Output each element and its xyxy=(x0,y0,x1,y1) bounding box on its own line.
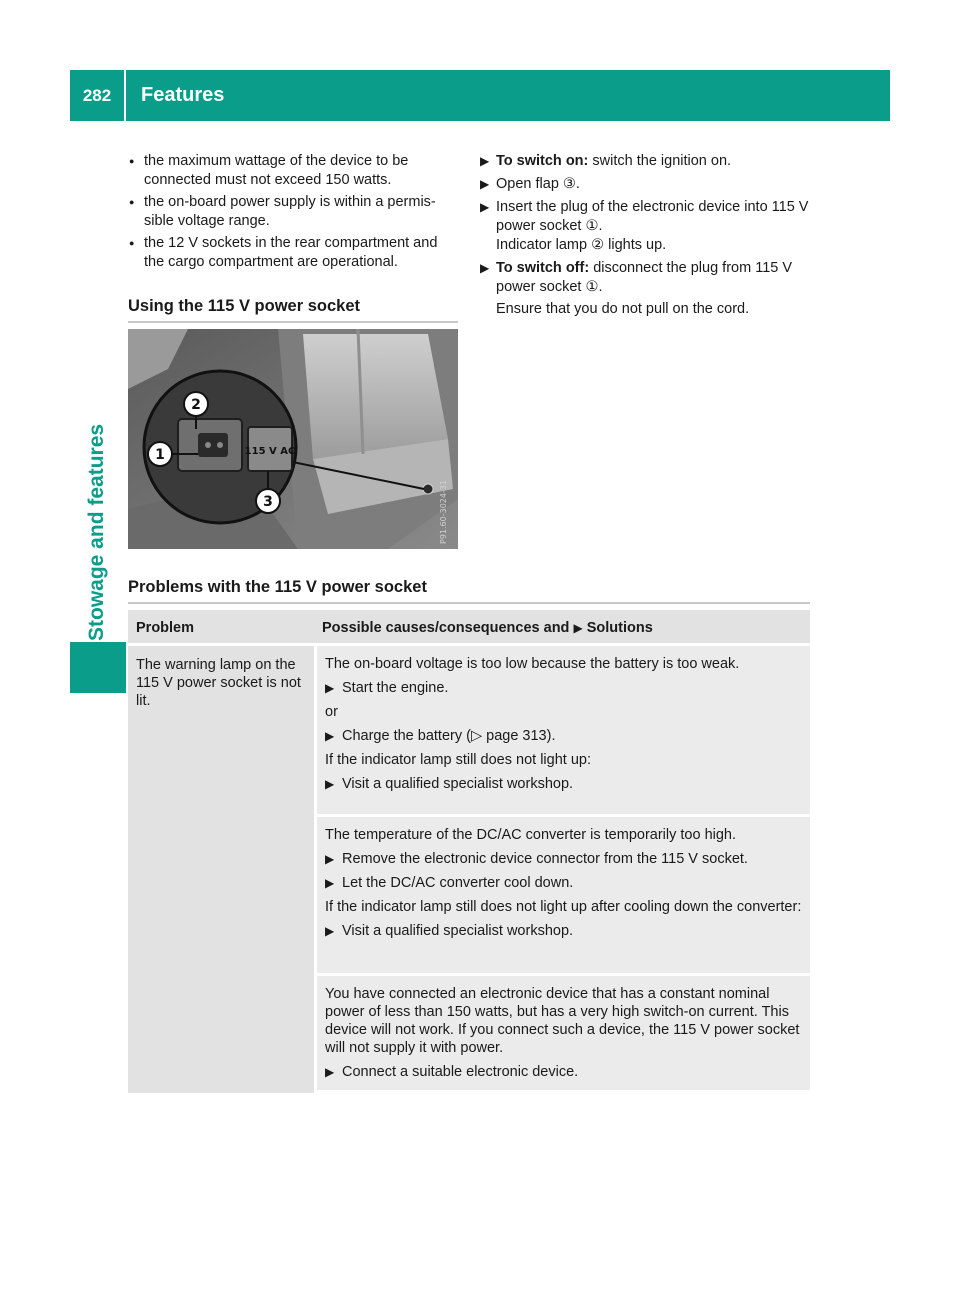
arrow-right-icon: ▶ xyxy=(325,681,335,695)
solution-step: ▶ Remove the electronic device connector from the 115 V socket. xyxy=(325,851,748,867)
step-text: Insert the plug of the electronic device into 115 V power socket ①. xyxy=(496,199,809,234)
step-bold: To switch off: xyxy=(496,260,590,276)
arrow-right-icon: ▶ xyxy=(325,924,335,938)
side-tab-label: Stowage and features xyxy=(85,423,108,641)
cause-text: The on-board voltage is too low because the battery is too weak. xyxy=(325,656,740,672)
problem-cell: The warning lamp on the 115 V power socket is not lit. xyxy=(128,646,314,1093)
list-item: ● the on-board power supply is within a permis-sible voltage range. xyxy=(128,193,460,231)
step-sub: Ensure that you do not pull on the cord. xyxy=(496,301,750,317)
arrow-right-icon: ▶ xyxy=(325,1065,335,1079)
step-text: switch the ignition on. xyxy=(592,153,732,169)
solution-step: ▶ Connect a suitable electronic device. xyxy=(325,1064,579,1080)
note-text: If the indicator lamp still does not light up: xyxy=(325,752,591,768)
solution-block xyxy=(317,646,810,814)
arrow-right-icon: ▶ xyxy=(325,729,335,743)
note-text: If the indicator lamp still does not light up after cooling down the converter: xyxy=(325,899,802,915)
arrow-right-icon: ▶ xyxy=(325,876,335,890)
table-row xyxy=(128,646,810,1093)
solution-step: ▶ Start the engine. xyxy=(325,680,449,696)
step-sub: Indicator lamp ② lights up. xyxy=(496,237,667,253)
solution-block xyxy=(317,976,810,1090)
col-header-problem: Problem xyxy=(136,620,195,636)
arrow-right-icon: ▶ xyxy=(480,261,490,275)
arrow-right-icon: ▶ xyxy=(573,621,583,635)
step-switch-on xyxy=(480,152,810,171)
callout-1: 1 xyxy=(155,447,165,463)
arrow-right-icon: ▶ xyxy=(325,852,335,866)
arrow-right-icon: ▶ xyxy=(480,154,490,168)
solution-block xyxy=(317,817,810,973)
step-switch-off xyxy=(480,259,810,319)
arrow-right-icon: ▶ xyxy=(325,777,335,791)
callout-3: 3 xyxy=(263,494,273,510)
col-header-solutions: Possible causes/consequences and ▶ Solutions xyxy=(322,620,653,636)
arrow-right-icon: ▶ xyxy=(480,177,490,191)
side-marker xyxy=(70,642,126,693)
cause-text: You have connected an electronic device that has a constant nominal power of less than 150 watts, but has a very high switch-on current. This device will not work. If you connect such a device, the 115 V power socket will not supply it with power. xyxy=(325,986,800,1056)
problems-table xyxy=(128,610,810,1093)
step-bold: To switch on: xyxy=(496,153,589,169)
solution-step: ▶ Visit a qualified specialist workshop. xyxy=(325,776,574,792)
callout-2: 2 xyxy=(191,397,201,413)
problems-heading: Problems with the 115 V power socket xyxy=(128,578,810,604)
bullet-list xyxy=(128,152,460,272)
page-number: 282 xyxy=(70,70,126,121)
cause-text: The temperature of the DC/AC converter is temporarily too high. xyxy=(325,827,737,843)
step-text: Open flap ③. xyxy=(496,176,580,192)
socket-illustration xyxy=(128,329,458,549)
right-column xyxy=(480,152,810,323)
step-open-flap xyxy=(480,175,810,194)
solution-step: ▶ Charge the battery (▷ page 313). xyxy=(325,728,556,744)
step-insert-plug xyxy=(480,198,810,255)
solutions-cell xyxy=(317,646,810,1093)
image-code: P91.60-3024-31 xyxy=(439,479,448,544)
list-item: ● the 12 V sockets in the rear compartment and the cargo compartment are operational. xyxy=(128,234,460,272)
solution-step: ▶ Let the DC/AC converter cool down. xyxy=(325,875,574,891)
step-text: disconnect the plug from 115 V power socket ①. xyxy=(496,260,793,295)
section-title: Features xyxy=(141,84,225,106)
side-tab xyxy=(70,121,126,641)
socket-photo xyxy=(128,329,458,549)
using-heading: Using the 115 V power socket xyxy=(128,297,458,323)
socket-label: 115 V AC xyxy=(244,446,296,457)
or-text: or xyxy=(325,704,338,720)
left-column xyxy=(128,152,460,275)
list-item: ● the maximum wattage of the device to be connected must not exceed 150 watts. xyxy=(128,152,460,190)
solution-step: ▶ Visit a qualified specialist workshop. xyxy=(325,923,574,939)
table-header xyxy=(128,610,810,643)
arrow-right-icon: ▶ xyxy=(480,200,490,214)
